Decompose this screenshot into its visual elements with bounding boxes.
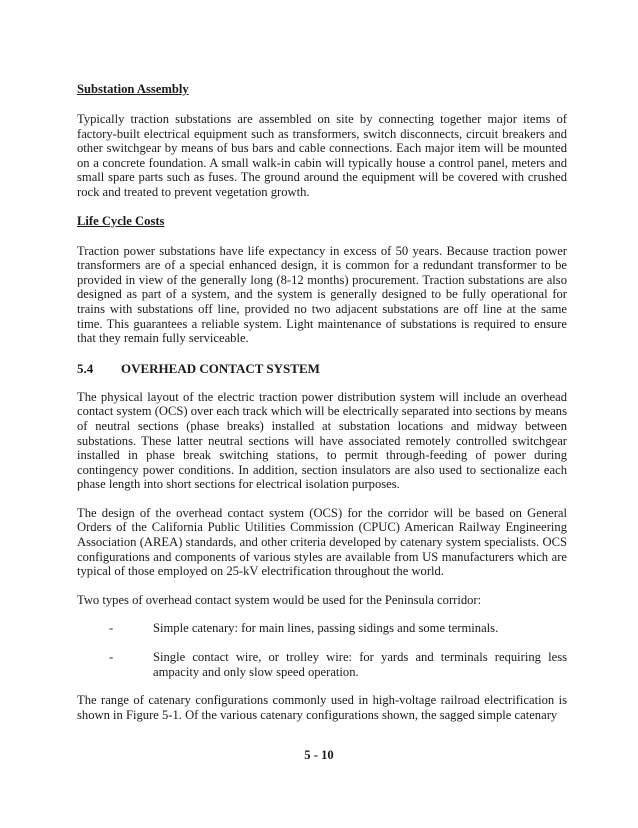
section-title-ocs — [77, 361, 567, 376]
paragraph-ocs-types: Two types of overhead contact system would be used for the Peninsula corridor: — [77, 592, 482, 607]
paragraph-ocs-design: The design of the overhead contact system (OCS) for the corridor will be based on General Orders of the California Public Utilities Commission (CPUC) American Railway Engineering Association (AREA) standards, and other criteria developed by catenary system specialists. OCS configurations and components of various styles are available from US manufacturers which are typical of those employed on 25-kV electrification throughout the world. — [77, 505, 567, 579]
paragraph-life-cycle-costs: Traction power substations have life expectancy in excess of 50 years. Because traction power transformers are of a special enhanced design, it is common for a redundant transformer to be provided in view of the generally long (8-12 months) procurement. Traction substations are also designed as part of a system, and the system is generally designed to be fully operational for trains with substations off line, provided no two adjacent substations are off line at the same time. This guarantees a reliable system. Light maintenance of substations is required to ensure that they remain fully serviceable. — [77, 243, 567, 346]
paragraph-ocs-layout: The physical layout of the electric traction power distribution system will include an overhead contact system (OCS) over each track which will be electrically separated into sections by means of neutral sections (phase breaks) installed at substation locations and midway between substations. These latter neutral sections will have associated remotely controlled switchgear installed in phase break switching stations, to permit through-feeding of power during contingency power conditions. In addition, section insulators are also used to sectionalize each phase length into short sections for electrical isolation purposes. — [77, 389, 567, 492]
list-item — [77, 621, 567, 636]
heading-life-cycle-costs: Life Cycle Costs — [77, 213, 165, 228]
list-item — [77, 650, 567, 679]
bullet-text: Simple catenary: for main lines, passing sidings and some terminals. — [153, 621, 499, 636]
paragraph-catenary-range: The range of catenary configurations commonly used in high-voltage railroad electrification is shown in Figure 5-1. Of the various catenary configurations shown, the sagged simple catenary — [77, 693, 567, 722]
section-title-text: OVERHEAD CONTACT SYSTEM — [121, 360, 320, 376]
heading-substation-assembly: Substation Assembly — [77, 82, 189, 96]
page-number: 5 - 10 — [304, 748, 334, 762]
bullet-marker: - — [109, 621, 114, 636]
paragraph-substation-assembly: Typically traction substations are assembled on site by connecting together major items of factory-built electrical equipment such as transformers, switch disconnects, circuit breakers and other switchgear by means of bus bars and cable connections. Each major item will be mounted on a concrete foundation. A small walk-in cabin will typically house a control panel, meters and small spare parts such as fuses. The ground around the equipment will be covered with crushed rock and treated to prevent vegetation growth. — [77, 112, 567, 199]
bullet-marker: - — [109, 650, 114, 665]
section-number: 5.4 — [77, 360, 94, 376]
bullet-text: Single contact wire, or trolley wire: for yards and terminals requiring less ampacity and only slow speed operation. — [153, 650, 567, 679]
document-page — [77, 82, 567, 722]
